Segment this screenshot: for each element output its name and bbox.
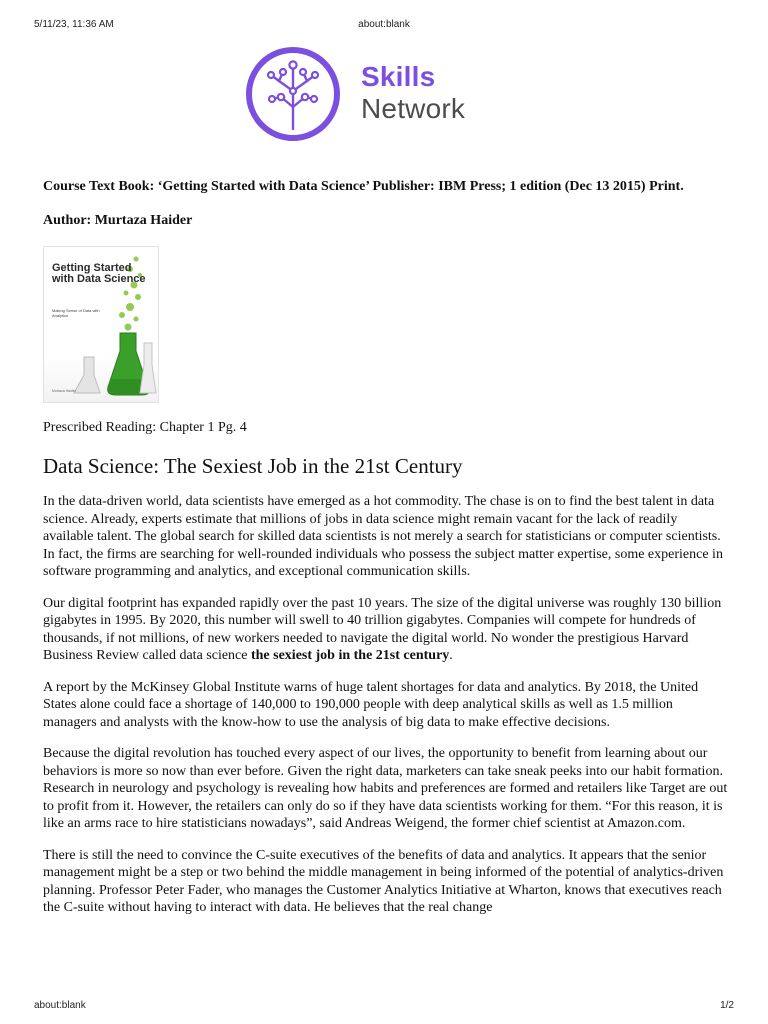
network-tree-logo-icon	[245, 45, 351, 143]
print-footer	[0, 994, 768, 1024]
document-body	[43, 178, 728, 917]
author-line: Author: Murtaza Haider	[43, 213, 193, 228]
paragraph-1: In the data-driven world, data scientists have emerged as a hot commodity. The chase is on to find the best talent in data science. Already, experts estimate that millions of jobs in data science might remain vacant for the lack of readily available talent. The global search for skilled data scientists is not merely a search for statisticians or computer scientists. In fact, the firms are searching for well-rounded individuals who possess the subject matter expertise, some experience in software programming and analytics, and exceptional communication skills.	[43, 494, 723, 579]
paragraph-2-emphasis: the sexiest job in the 21st century	[250, 648, 450, 663]
cover-title: Getting Started with Data Science	[52, 262, 146, 285]
book-cover-image	[43, 246, 159, 403]
logo-word-network: Network	[361, 93, 466, 124]
cover-author: Murtaza Haider	[52, 389, 76, 393]
print-footer-url: about:blank	[34, 1000, 86, 1011]
logo-word-skills: Skills	[361, 61, 436, 92]
paragraph-2-text: Our digital footprint has expanded rapidly over the past 10 years. The size of the digital universe was roughly 130 billion gigabytes in 1995. By 2020, this number will swell to 40 trillion gigabytes. Companies will compete for hundreds of thousands, if not millions, of new workers needed to navigate the digital world. No wonder the prestigious Harvard Business Review called data science	[43, 595, 722, 663]
print-header-url: about:blank	[358, 19, 410, 30]
paragraph-2	[43, 595, 728, 665]
print-header	[0, 0, 768, 34]
article-heading: Data Science: The Sexiest Job in the 21st Century	[43, 454, 463, 478]
paragraph-2-end: .	[449, 648, 453, 663]
prescribed-reading: Prescribed Reading: Chapter 1 Pg. 4	[43, 420, 247, 435]
cover-subtitle: Making Sense of Data with Analytics	[52, 308, 100, 318]
paragraph-3: A report by the McKinsey Global Institute warns of huge talent shortages for data and analytics. By 2018, the United States alone could face a shortage of 140,000 to 190,000 people with deep analytical skills as well as 1.5 million managers and analysts with the know-how to use the analysis of big data to make effective decisions.	[43, 679, 699, 730]
page-number: 1/2	[720, 1000, 734, 1011]
print-datetime: 5/11/23, 11:36 AM	[34, 19, 114, 30]
paragraph-5: There is still the need to convince the C-suite executives of the benefits of data and analytics. It appears that the senior management might be a step or two behind the middle management in being informed of the potential of analytics-driven planning. Professor Peter Fader, who manages the Customer Analytics Initiative at Wharton, knows that executives reach the C-suite without having to interact with data. He believes that the real change	[43, 847, 724, 915]
textbook-line: Course Text Book: ‘Getting Started with Data Science’ Publisher: IBM Press; 1 edition (Dec 13 2015) Print.	[43, 179, 684, 194]
paragraph-4: Because the digital revolution has touched every aspect of our lives, the opportunity to benefit from learning about our behaviors is more so now than ever before. Given the right data, marketers can take sneak peeks into our habit formation. Research in neurology and psychology is revealing how habits and preferences are formed and retailers like Target are out to profit from it. However, the retailers can only do so if they have data scientists working for them. “For this reason, it is like an arms race to hire statisticians nowadays”, said Andreas Weigend, the former chief scientist at Amazon.com.	[43, 746, 728, 831]
skills-network-logo	[245, 45, 485, 143]
